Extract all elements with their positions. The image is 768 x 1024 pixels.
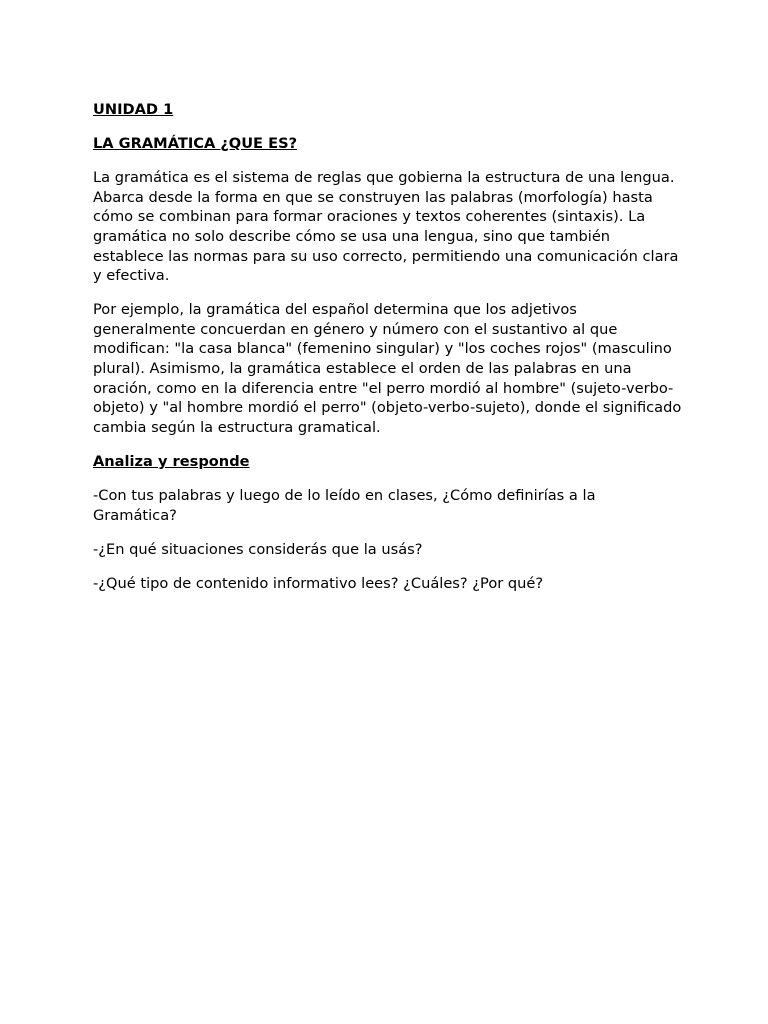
activity-title: Analiza y responde — [93, 452, 250, 470]
document-page — [93, 100, 683, 608]
question-1: -Con tus palabras y luego de lo leído en clases, ¿Cómo definirías a la Gramática? — [93, 487, 596, 524]
unit-title: UNIDAD 1 — [93, 101, 174, 118]
question-3: -¿Qué tipo de contenido informativo lees? ¿Cuáles? ¿Por qué? — [93, 574, 544, 592]
question-2: -¿En qué situaciones considerás que la usás? — [93, 540, 423, 558]
section-title: LA GRAMÁTICA ¿QUE ES? — [93, 135, 298, 153]
paragraph-definition: La gramática es el sistema de reglas que gobierna la estructura de una lengua. Abarca desde la forma en que se construyen las palabras (morfología) hasta cómo se combinan para formar oraciones y textos coherentes (sintaxis). La gramática no solo describe cómo se usa una lengua, sino que también establece las normas para su uso correcto, permitiendo una comunicación clara y efectiva. — [93, 169, 679, 285]
paragraph-example: Por ejemplo, la gramática del español determina que los adjetivos generalmente concuerdan en género y número con el sustantivo al que modifican: "la casa blanca" (femenino singular) y "los coches rojos" (masculino plural). Asimismo, la gramática establece el orden de las palabras en una oración, como en la diferencia entre "el perro mordió al hombre" (sujeto-verbo-objeto) y "al hombre mordió el perro" (objeto-verbo-sujeto), donde el significado cambia según la estructura gramatical. — [93, 301, 682, 436]
